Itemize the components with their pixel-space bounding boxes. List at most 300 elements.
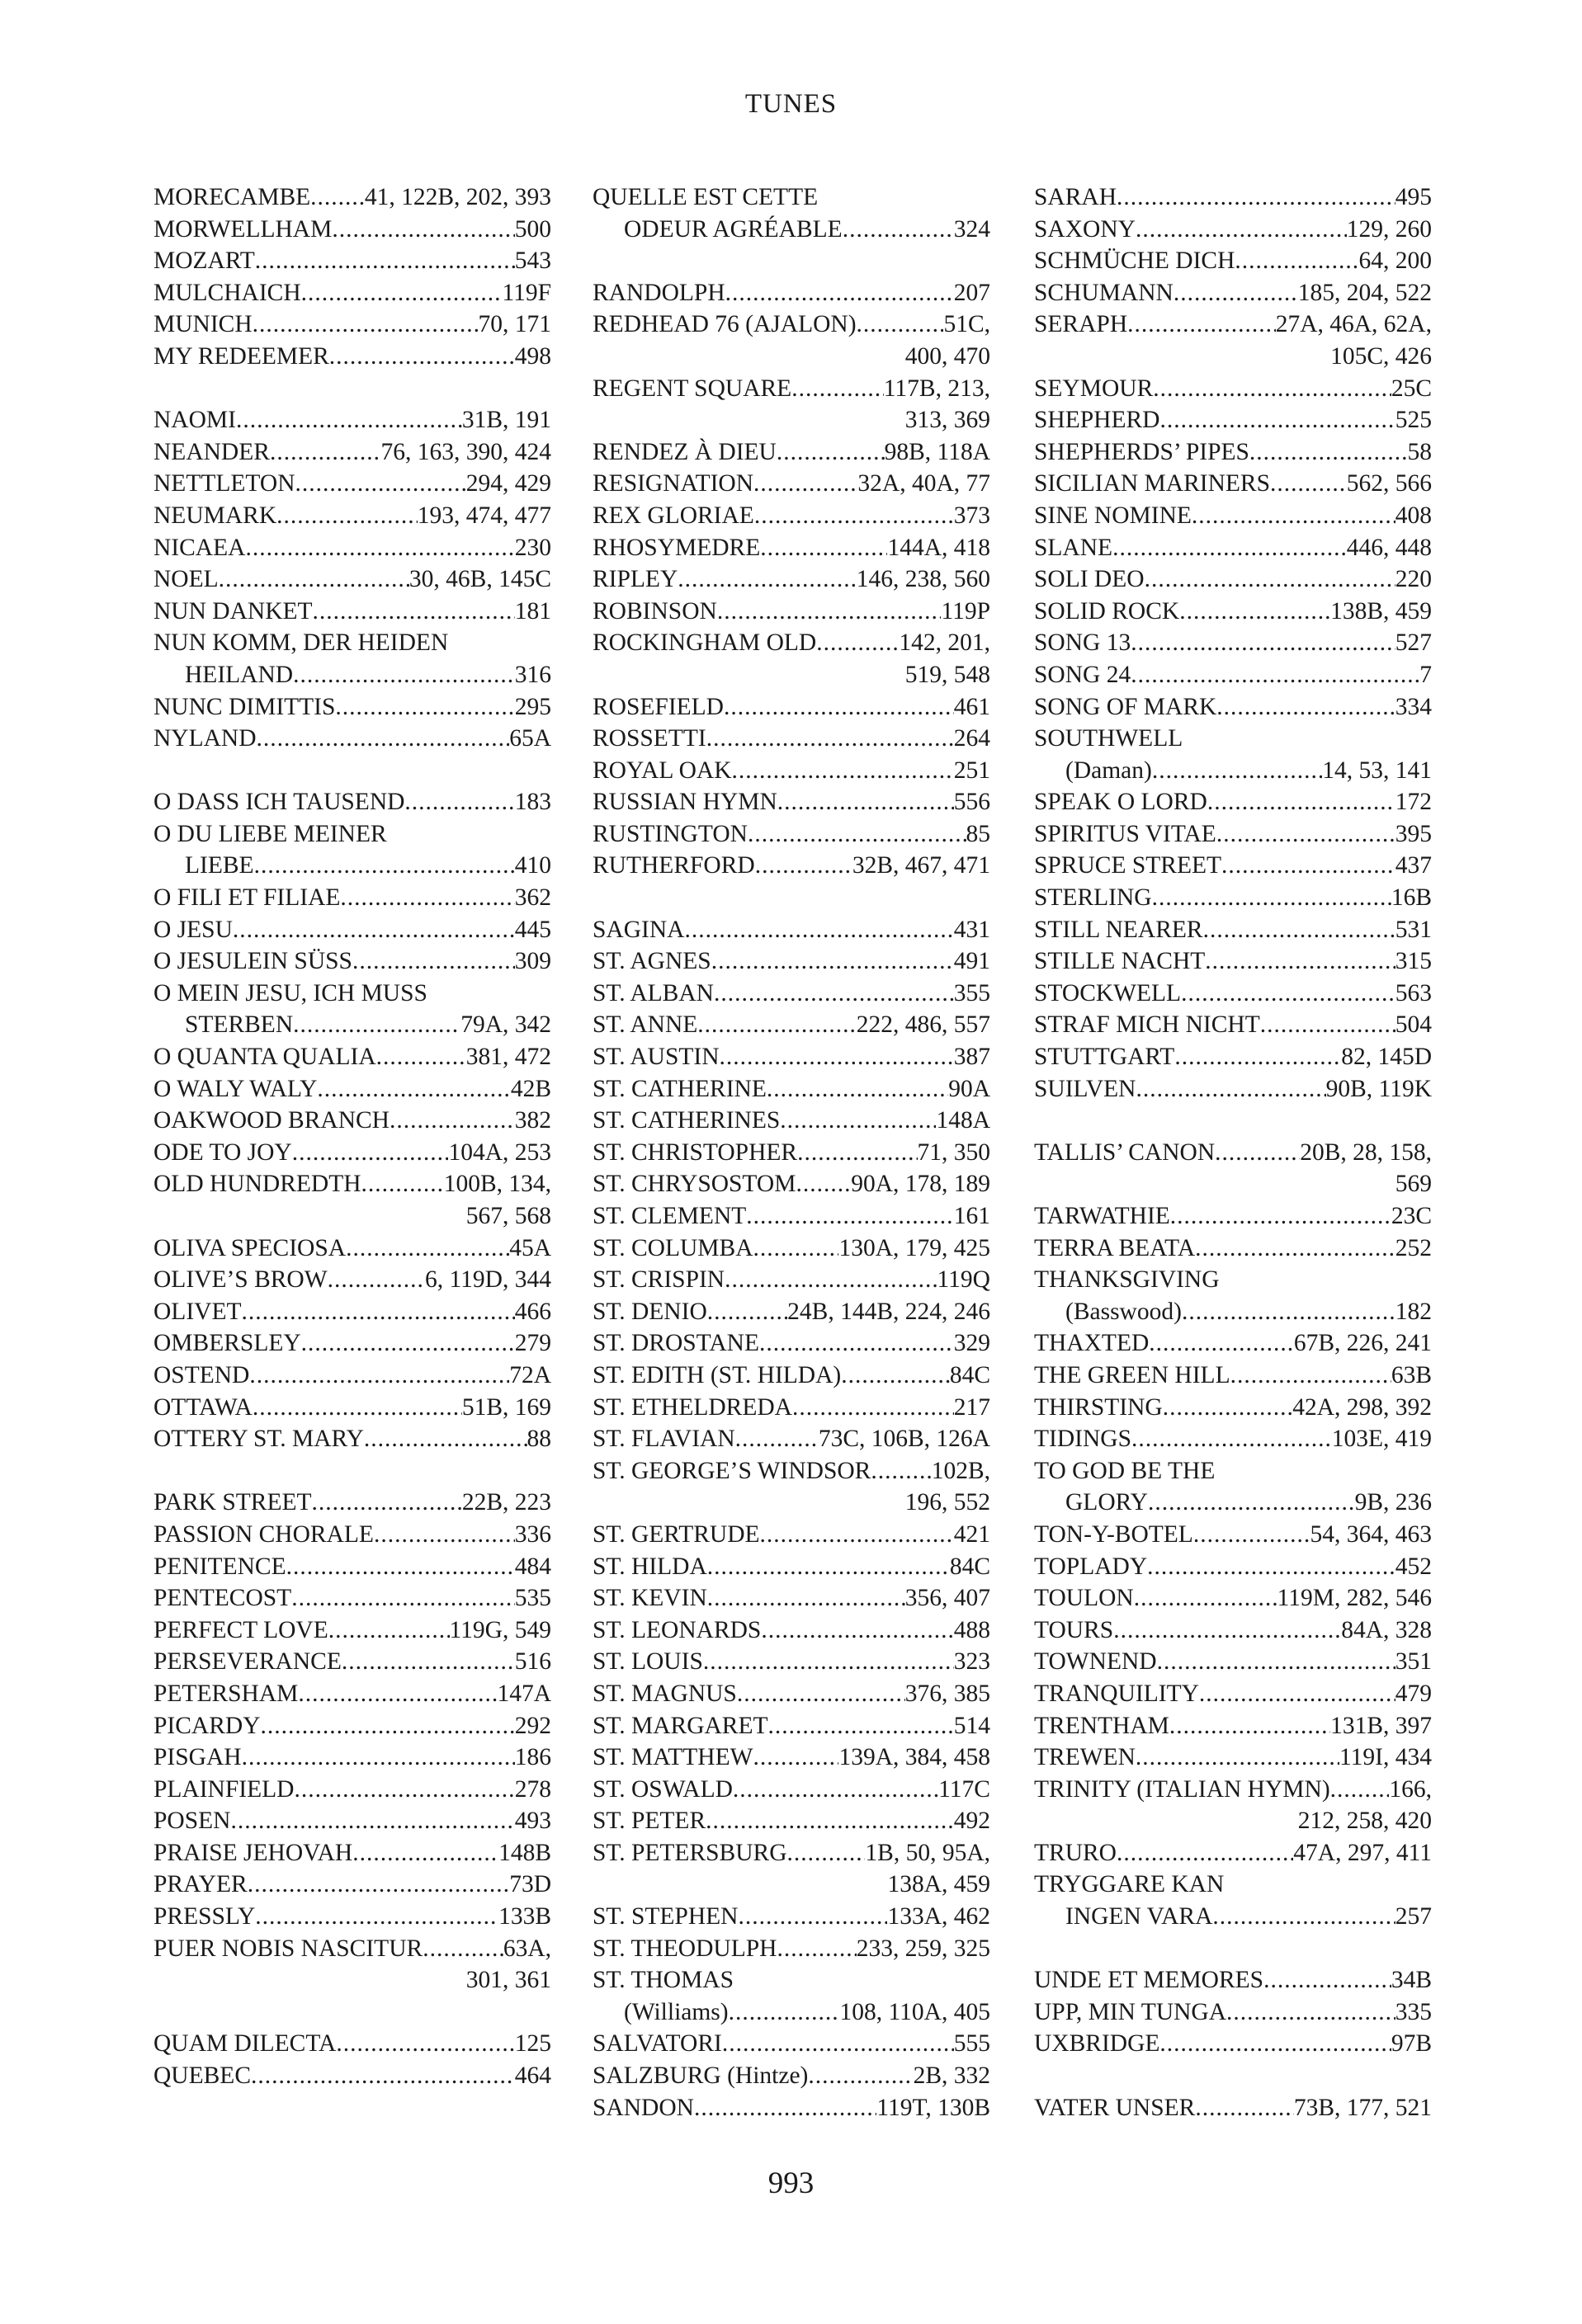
tune-name: SONG OF MARK [1034, 693, 1217, 720]
dot-leader [253, 309, 479, 341]
section-gap [153, 1996, 551, 2029]
dot-leader [1263, 1964, 1391, 1996]
tune-name: TOWNEND [1034, 1648, 1157, 1676]
index-entry [593, 563, 990, 596]
index-entry [153, 1646, 551, 1678]
hymn-numbers: 562, 566 [1346, 470, 1432, 497]
dot-leader [336, 2028, 514, 2060]
index-entry [1034, 1710, 1432, 1742]
index-entry [153, 1041, 551, 1073]
hymn-numbers: 7 [1419, 661, 1432, 688]
dot-leader [1149, 1327, 1294, 1360]
tune-name: SONG 24 [1034, 661, 1131, 688]
index-entry [593, 1105, 990, 1137]
dot-leader [1136, 1742, 1339, 1774]
index-entry [593, 945, 990, 978]
tune-name: TALLIS’ CANON [1034, 1138, 1216, 1166]
hymn-numbers: 90A, 178, 189 [851, 1171, 990, 1198]
dot-leader [276, 500, 418, 532]
dot-leader [746, 1200, 953, 1233]
hymn-numbers: 516 [514, 1648, 551, 1676]
hymn-numbers: 47A, 297, 411 [1293, 1839, 1432, 1866]
index-entry [1034, 596, 1432, 628]
index-entry [593, 1296, 990, 1328]
continued-numbers: 313, 369 [904, 407, 990, 434]
dot-leader [754, 500, 954, 532]
index-entry [153, 1168, 551, 1200]
tune-name: MUNICH [153, 311, 253, 338]
hymn-numbers: 63B [1391, 1361, 1432, 1388]
hymn-numbers: 479 [1395, 1680, 1432, 1707]
dot-leader [254, 850, 515, 882]
dot-leader [1147, 1551, 1395, 1583]
dot-leader [1174, 1041, 1341, 1073]
hymn-numbers: 125 [514, 2030, 551, 2058]
hymn-numbers: 98B, 118A [884, 438, 990, 465]
dot-leader [255, 245, 515, 277]
hymn-numbers: 139A, 384, 458 [838, 1744, 990, 1771]
continued-numbers: 196, 552 [904, 1489, 990, 1516]
tune-name: SCHUMANN [1034, 279, 1174, 306]
dot-leader [1249, 436, 1408, 469]
hymn-numbers: 309 [514, 948, 551, 975]
index-entry [1034, 1646, 1432, 1678]
hymn-numbers: 410 [514, 852, 551, 879]
tune-name: SOLI DEO [1034, 566, 1145, 593]
index-entry [593, 1710, 990, 1742]
index-entry [153, 882, 551, 914]
hymn-numbers: 138B, 459 [1330, 597, 1432, 625]
tune-name: ST. GERTRUDE [593, 1520, 760, 1548]
tune-name: SALZBURG (Hintze) [593, 2062, 809, 2090]
tune-name: STERBEN [185, 1011, 294, 1039]
hymn-numbers: 543 [514, 247, 551, 275]
index-entry [153, 341, 551, 373]
hymn-numbers: 514 [953, 1712, 990, 1739]
dot-leader [777, 436, 885, 469]
index-entry [593, 277, 990, 309]
hymn-numbers: 362 [514, 884, 551, 912]
tune-name: ST. ALBAN [593, 979, 714, 1006]
hymn-numbers: 22B, 223 [461, 1489, 551, 1516]
index-entry [1034, 1487, 1432, 1519]
tune-name: SLANE [1034, 534, 1113, 561]
hymn-numbers: 133A, 462 [887, 1903, 990, 1930]
hymn-numbers: 484 [514, 1553, 551, 1580]
tune-name: TARWATHIE [1034, 1203, 1170, 1229]
index-entry [1034, 1200, 1432, 1233]
index-entry [593, 2060, 990, 2092]
continued-numbers: 400, 470 [904, 342, 990, 370]
hymn-numbers: 119T, 130B [876, 2094, 990, 2121]
hymn-numbers: 42B [510, 1075, 551, 1102]
hymn-numbers: 464 [514, 2062, 551, 2090]
index-entry [1034, 436, 1432, 469]
tune-name-line: TRYGGARE KAN [1034, 1871, 1225, 1898]
tune-name: ST. CRISPIN [593, 1266, 725, 1294]
tune-name: PENTECOST [153, 1585, 292, 1612]
hymn-numbers: 182 [1395, 1298, 1432, 1325]
index-entry [153, 1487, 551, 1519]
index-entry [153, 1360, 551, 1392]
index-entry [1034, 563, 1432, 596]
dot-leader [724, 691, 954, 724]
dot-leader [1117, 1837, 1293, 1869]
hymn-numbers: 334 [1395, 693, 1432, 720]
dot-leader [249, 1360, 509, 1392]
index-entry [1034, 1423, 1432, 1455]
dot-leader [261, 1710, 515, 1742]
tune-name: RHOSYMEDRE [593, 534, 761, 561]
tune-name: OSTEND [153, 1361, 250, 1388]
tune-name: ST. CHRISTOPHER [593, 1138, 798, 1166]
dot-leader [1170, 1200, 1391, 1233]
index-entry [1034, 1360, 1432, 1392]
tune-name: THAXTED [1034, 1330, 1150, 1357]
tune-name: ST. KEVIN [593, 1585, 707, 1612]
tune-name: SINE NOMINE [1034, 502, 1192, 529]
hymn-numbers: 64, 200 [1358, 247, 1432, 275]
hymn-numbers: 324 [953, 215, 990, 243]
hymn-numbers: 14, 53, 141 [1322, 757, 1432, 784]
index-entry [153, 404, 551, 436]
continued-numbers: 301, 361 [465, 1967, 551, 1994]
hymn-numbers: 1B, 50, 95A, [865, 1839, 990, 1866]
dot-leader [729, 1996, 840, 2029]
tune-name: TRURO [1034, 1839, 1117, 1866]
index-entry [153, 1296, 551, 1328]
tune-name: SUILVEN [1034, 1075, 1136, 1102]
dot-leader [1153, 373, 1391, 405]
dot-leader [722, 2028, 954, 2060]
hymn-numbers: 323 [953, 1648, 990, 1676]
tune-name: ST. FLAVIAN [593, 1426, 735, 1453]
tune-name: SCHMÜCHE DICH [1034, 247, 1235, 275]
index-entry [1034, 214, 1432, 246]
index-entry [593, 309, 990, 341]
dot-leader [706, 1805, 954, 1837]
tune-name: SPRUCE STREET [1034, 852, 1222, 879]
tune-name: RENDEZ À DIEU [593, 438, 777, 465]
dot-leader [1117, 181, 1395, 214]
dot-leader [1230, 1360, 1391, 1392]
hymn-numbers: 146, 238, 560 [856, 566, 990, 593]
tune-name: RUSTINGTON [593, 820, 748, 847]
section-gap [593, 245, 990, 277]
dot-leader [871, 1455, 931, 1487]
hymn-numbers: 356, 407 [904, 1585, 990, 1612]
dot-leader [1181, 978, 1395, 1010]
tune-name: OLIVET [153, 1298, 242, 1325]
tune-name: PERSEVERANCE [153, 1648, 342, 1676]
index-entry [593, 596, 990, 628]
tune-name: ST. ANNE [593, 1011, 698, 1039]
dot-leader [857, 309, 944, 341]
hymn-numbers: 335 [1395, 1998, 1432, 2025]
hymn-numbers: 119M, 282, 546 [1277, 1585, 1432, 1612]
tune-name: SARAH [1034, 184, 1117, 210]
hymn-numbers: 54, 364, 463 [1310, 1520, 1432, 1548]
page-number: 993 [767, 2166, 815, 2200]
hymn-numbers: 431 [953, 916, 990, 943]
tune-name: ST. STEPHEN [593, 1903, 739, 1930]
dot-leader [1157, 1646, 1395, 1678]
hymn-numbers: 181 [514, 597, 551, 625]
dot-leader [1179, 596, 1330, 628]
index-entry [593, 1933, 990, 1965]
index-entry [1034, 1137, 1432, 1169]
dot-leader [714, 978, 954, 1010]
index-entry [593, 1073, 990, 1105]
hymn-numbers: 207 [953, 279, 990, 306]
dot-leader [312, 1487, 462, 1519]
index-entry [1034, 1041, 1432, 1073]
tune-name: SAGINA [593, 916, 685, 943]
tune-name: UNDE ET MEMORES [1034, 1967, 1264, 1994]
tune-name: PETERSHAM [153, 1680, 299, 1707]
hymn-numbers: 531 [1395, 916, 1432, 943]
tune-name: ST. CATHERINES [593, 1107, 781, 1134]
tune-name: ST. PETER [593, 1808, 706, 1835]
hymn-numbers: 294, 429 [465, 470, 551, 497]
continued-numbers: 567, 568 [465, 1203, 551, 1229]
dot-leader [293, 1009, 460, 1041]
dot-leader [270, 436, 381, 469]
tune-name: ST. EDITH (ST. HILDA) [593, 1361, 842, 1388]
tune-name: PISGAH [153, 1744, 242, 1771]
index-entry [593, 1805, 990, 1837]
dot-leader [1145, 563, 1395, 596]
tune-name: ROBINSON [593, 597, 717, 625]
dot-leader [328, 1264, 425, 1296]
dot-leader [753, 1233, 839, 1265]
dot-leader [735, 1423, 819, 1455]
hymn-numbers: 45A [509, 1234, 551, 1261]
dot-leader [317, 1073, 510, 1105]
index-entry [1034, 1233, 1432, 1265]
section-gap [153, 1455, 551, 1487]
index-entry [1034, 532, 1432, 564]
hymn-numbers: 90A [948, 1075, 990, 1102]
dot-leader [678, 563, 857, 596]
tune-name: SANDON [593, 2094, 694, 2121]
tune-name: ROCKINGHAM OLD [593, 629, 817, 657]
section-gap [153, 373, 551, 405]
tune-name: NETTLETON [153, 470, 295, 497]
dot-leader [248, 1869, 510, 1901]
hymn-numbers: 504 [1395, 1011, 1432, 1039]
hymn-numbers: 32A, 40A, 77 [857, 470, 990, 497]
hymn-numbers: 329 [953, 1330, 990, 1357]
tune-name: NICAEA [153, 534, 246, 561]
dot-leader [328, 1615, 450, 1647]
hymn-numbers: 445 [514, 916, 551, 943]
index-entry [153, 181, 551, 214]
hymn-numbers: 278 [514, 1775, 551, 1803]
continued-numbers: 105C, 426 [1330, 342, 1432, 370]
dot-leader [717, 596, 942, 628]
hymn-numbers: 316 [514, 661, 551, 688]
dot-leader [711, 945, 954, 978]
dot-leader [1163, 1392, 1293, 1424]
dot-leader [737, 1678, 905, 1710]
dot-leader [335, 691, 514, 724]
tune-name: TREWEN [1034, 1744, 1136, 1771]
index-entry [153, 723, 551, 755]
index-entry [593, 914, 990, 946]
tune-name: NYLAND [153, 725, 257, 752]
hymn-numbers: 51C, [943, 311, 990, 338]
tune-name: PRESSLY [153, 1903, 256, 1930]
section-gap [153, 755, 551, 787]
dot-leader [732, 755, 954, 787]
dot-leader [313, 596, 515, 628]
dot-leader [768, 1710, 954, 1742]
dot-leader [1221, 850, 1395, 882]
index-entry [593, 1233, 990, 1265]
hymn-numbers: 25C [1391, 375, 1432, 402]
hymn-numbers: 24B, 144B, 224, 246 [787, 1298, 990, 1325]
dot-leader [286, 1551, 515, 1583]
index-entry [153, 1392, 551, 1424]
index-entry [593, 1774, 990, 1806]
hymn-numbers: 148B [498, 1839, 551, 1866]
tune-name: SEYMOUR [1034, 375, 1154, 402]
tune-name: PARK STREET [153, 1489, 312, 1516]
index-entry [1034, 1615, 1432, 1647]
dot-leader [1152, 755, 1322, 787]
tune-name: ST. MAGNUS [593, 1680, 737, 1707]
index-entry [1034, 181, 1432, 214]
dot-leader [1113, 1615, 1341, 1647]
index-entry [593, 978, 990, 1010]
hymn-numbers: 264 [953, 725, 990, 752]
hymn-numbers: 495 [1395, 184, 1432, 210]
tune-name: TRANQUILITY [1034, 1680, 1199, 1707]
index-entry [153, 1933, 551, 1965]
hymn-numbers: 82, 145D [1341, 1044, 1432, 1071]
index-column-3 [1034, 181, 1432, 2124]
index-entry [153, 1805, 551, 1837]
index-entry [593, 1551, 990, 1583]
index-entry [1034, 914, 1432, 946]
index-entry [1034, 659, 1432, 691]
tune-name: TIDINGS [1034, 1426, 1131, 1453]
hymn-numbers: 42A, 298, 392 [1292, 1393, 1432, 1421]
dot-leader [720, 1041, 954, 1073]
index-entry [593, 1360, 990, 1392]
hymn-numbers: 185, 204, 522 [1297, 279, 1432, 306]
tune-name: ROSEFIELD [593, 693, 724, 720]
hymn-numbers: 2B, 332 [913, 2062, 990, 2090]
dot-leader [725, 277, 954, 309]
index-entry [153, 1551, 551, 1583]
index-entry [1034, 1073, 1432, 1105]
index-entry [153, 1264, 551, 1296]
hymn-numbers: 295 [514, 693, 551, 720]
index-entry [153, 1678, 551, 1710]
hymn-numbers: 6, 119D, 344 [425, 1266, 551, 1294]
hymn-numbers: 20B, 28, 158, [1300, 1138, 1432, 1166]
index-entry [1034, 1009, 1432, 1041]
dot-leader [340, 882, 514, 914]
dot-leader [253, 1392, 462, 1424]
dot-leader [291, 1582, 515, 1615]
index-entry [153, 500, 551, 532]
hymn-numbers: 233, 259, 325 [856, 1935, 990, 1962]
tune-name: ST. ETHELDREDA [593, 1393, 792, 1421]
dot-leader [797, 1137, 917, 1169]
hymn-numbers: 16B [1391, 884, 1432, 912]
hymn-numbers: 41, 122B, 202, 393 [364, 184, 551, 210]
index-entry [1034, 945, 1432, 978]
hymn-numbers: 147A [497, 1680, 551, 1707]
hymn-numbers: 9B, 236 [1354, 1489, 1432, 1516]
tune-name: REGENT SQUARE [593, 375, 792, 402]
hymn-numbers: 315 [1395, 948, 1432, 975]
dot-leader [1152, 882, 1391, 914]
index-entry [1034, 1519, 1432, 1551]
continued-numbers: 519, 548 [904, 661, 990, 688]
tune-name: PASSION CHORALE [153, 1520, 374, 1548]
hymn-numbers: 376, 385 [904, 1680, 990, 1707]
tune-name-line: TO GOD BE THE [1034, 1457, 1216, 1484]
tune-name: INGEN VARA [1065, 1903, 1213, 1930]
dot-leader [352, 945, 515, 978]
dot-leader [707, 1551, 950, 1583]
hymn-numbers: 79A, 342 [460, 1011, 551, 1039]
index-entry [593, 1996, 990, 2029]
dot-leader [1174, 277, 1298, 309]
hymn-numbers: 488 [953, 1616, 990, 1643]
dot-leader [329, 341, 515, 373]
hymn-numbers: 27A, 46A, 62A, [1275, 311, 1432, 338]
index-entry [1034, 882, 1432, 914]
index-entry [153, 914, 551, 946]
tune-name: GLORY [1065, 1489, 1148, 1516]
hymn-numbers: 117B, 213, [883, 375, 990, 402]
dot-leader [1193, 1519, 1310, 1551]
index-entry [593, 723, 990, 755]
hymn-numbers: 32B, 467, 471 [852, 852, 990, 879]
tune-name: ODEUR AGRÉABLE [624, 215, 843, 243]
index-entry [1034, 245, 1432, 277]
index-entry [593, 1264, 990, 1296]
dot-leader [707, 1296, 787, 1328]
tune-name: TRENTHAM [1034, 1712, 1169, 1739]
tune-name: NEANDER [153, 438, 270, 465]
hymn-numbers: 30, 46B, 145C [408, 566, 551, 593]
index-entry [593, 436, 990, 469]
index-entry [153, 1327, 551, 1360]
dot-leader [301, 1327, 515, 1360]
dot-leader [233, 914, 515, 946]
dot-leader [292, 1137, 449, 1169]
hymn-numbers: 491 [953, 948, 990, 975]
hymn-numbers: 336 [514, 1520, 551, 1548]
dot-leader [376, 1041, 466, 1073]
tune-name: SAXONY [1034, 215, 1136, 243]
dot-leader [230, 1805, 514, 1837]
hymn-numbers: 129, 260 [1346, 215, 1432, 243]
tune-name: O QUANTA QUALIA [153, 1044, 376, 1071]
tune-name: ST. AUSTIN [593, 1044, 720, 1071]
dot-leader [346, 1233, 509, 1265]
hymn-numbers: 387 [953, 1044, 990, 1071]
tune-name: STILL NEARER [1034, 916, 1203, 943]
tune-name: STOCKWELL [1034, 979, 1182, 1006]
dot-leader [1182, 1296, 1395, 1328]
